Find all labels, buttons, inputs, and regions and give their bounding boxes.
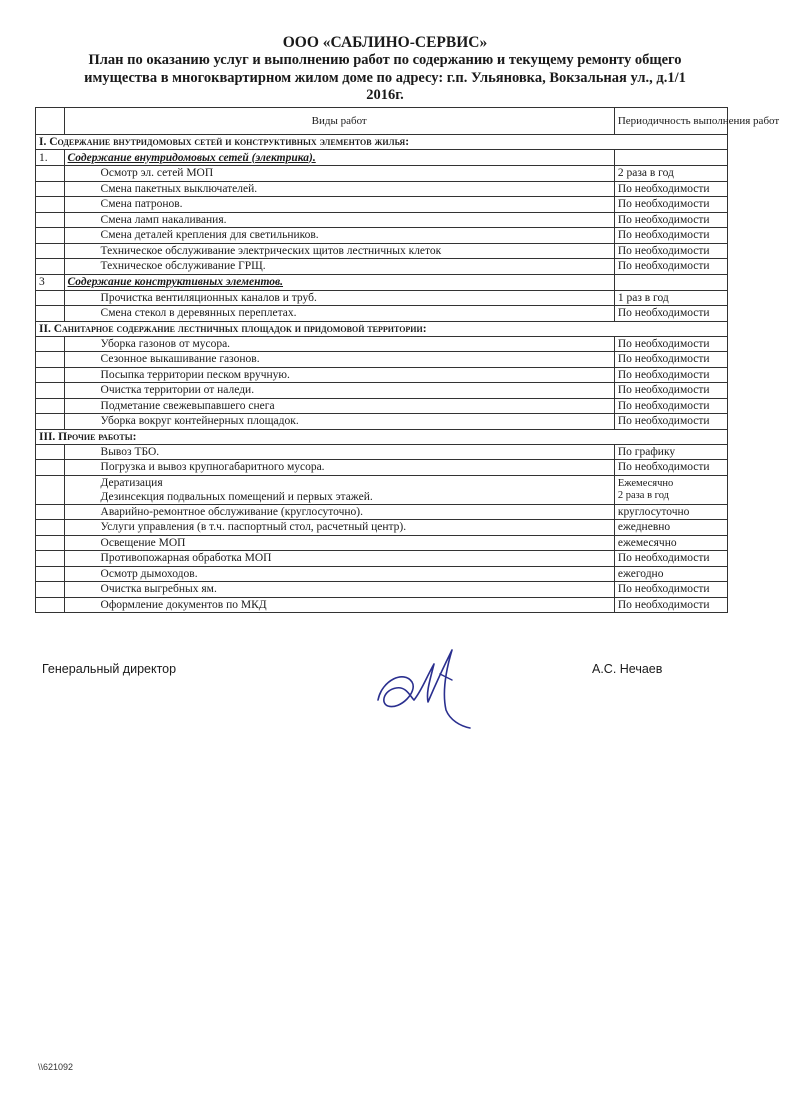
work-cell: Противопожарная обработка МОП [64, 551, 614, 567]
num-cell [36, 398, 65, 414]
subsection-title: Содержание внутридомовых сетей (электрика). [67, 151, 316, 164]
work-cell: Техническое обслуживание ГРЩ. [64, 259, 614, 275]
table-row [36, 367, 728, 383]
period-cell: По необходимости [614, 181, 727, 197]
work-cell: Очистка территории от наледи. [64, 383, 614, 399]
document-header [40, 34, 730, 105]
num-cell [36, 551, 65, 567]
work-cell: Погрузка и вывоз крупногабаритного мусора. [64, 460, 614, 476]
work-cell: Осмотр дымоходов. [64, 566, 614, 582]
num-cell [36, 414, 65, 430]
period-cell: По необходимости [614, 398, 727, 414]
num-cell [36, 582, 65, 598]
table-row [36, 566, 728, 582]
period-cell: По необходимости [614, 228, 727, 244]
period-line-twice-year: 2 раза в год [617, 489, 669, 501]
period-cell: 2 раза в год [614, 166, 727, 182]
subsection-title-cell [64, 274, 614, 290]
num-cell [36, 243, 65, 259]
period-cell: круглосуточно [614, 504, 727, 520]
table-row [36, 460, 728, 476]
period-cell: По необходимости [614, 336, 727, 352]
period-cell: По необходимости [614, 582, 727, 598]
document-title-line-3: 2016г. [366, 87, 404, 103]
table-row [36, 228, 728, 244]
empty-period-cell [614, 274, 727, 290]
table-row [36, 197, 728, 213]
work-cell: Оформление документов по МКД [64, 597, 614, 613]
subsection-title-cell [64, 150, 614, 166]
table-row [36, 352, 728, 368]
work-cell: Аварийно-ремонтное обслуживание (круглосуточно). [64, 504, 614, 520]
num-cell [36, 212, 65, 228]
work-cell: Очистка выгребных ям. [64, 582, 614, 598]
table-row [36, 597, 728, 613]
table-row [36, 166, 728, 182]
work-cell: Смена ламп накаливания. [64, 212, 614, 228]
subsection-title: Содержание конструктивных элементов. [67, 276, 284, 288]
table-row [36, 582, 728, 598]
work-cell: Смена пакетных выключателей. [64, 181, 614, 197]
table-row [36, 504, 728, 520]
num-cell [36, 535, 65, 551]
period-cell: По необходимости [614, 306, 727, 322]
period-line-monthly: Ежемесячно [617, 477, 674, 489]
organization-name: ООО «САБЛИНО-СЕРВИС» [282, 34, 488, 51]
work-cell: Вывоз ТБО. [64, 444, 614, 460]
num-cell [36, 520, 65, 536]
period-cell: По необходимости [614, 243, 727, 259]
table-row [36, 306, 728, 322]
num-cell [36, 383, 65, 399]
period-cell: По необходимости [614, 367, 727, 383]
table-row [36, 336, 728, 352]
table-row [36, 551, 728, 567]
table-row [36, 383, 728, 399]
num-cell [36, 290, 65, 306]
period-cell: ежедневно [614, 520, 727, 536]
subsection-3-row [36, 274, 728, 290]
table-row [36, 414, 728, 430]
period-cell: По необходимости [614, 460, 727, 476]
table-row [36, 259, 728, 275]
num-cell [36, 444, 65, 460]
document-title-line-1: План по оказанию услуг и выполнению работ по содержанию и текущему ремонту общего [88, 52, 682, 68]
table-row [36, 398, 728, 414]
num-cell [36, 228, 65, 244]
period-cell [614, 475, 727, 504]
work-cell: Освещение МОП [64, 535, 614, 551]
section-2-row [36, 321, 728, 336]
num-cell [36, 475, 65, 504]
num-cell [36, 460, 65, 476]
work-cell: Сезонное выкашивание газонов. [64, 352, 614, 368]
num-cell [36, 197, 65, 213]
subsection-number: 3 [36, 274, 65, 290]
period-cell: 1 раз в год [614, 290, 727, 306]
num-cell [36, 259, 65, 275]
period-cell: По необходимости [614, 551, 727, 567]
work-line-disinsection: Дезинсекция подвальных помещений и первых этажей. [100, 490, 373, 503]
work-cell: Уборка газонов от мусора. [64, 336, 614, 352]
num-cell [36, 566, 65, 582]
subsection-number: 1. [36, 150, 65, 166]
work-cell: Услуги управления (в т.ч. паспортный стол, расчетный центр). [64, 520, 614, 536]
table-row [36, 535, 728, 551]
section-3-row [36, 429, 728, 444]
period-cell: По необходимости [614, 383, 727, 399]
work-cell: Смена деталей крепления для светильников. [64, 228, 614, 244]
table-row [36, 520, 728, 536]
period-cell: По необходимости [614, 597, 727, 613]
document-title-line-2: имущества в многоквартирном жилом доме по адресу: г.п. Ульяновка, Вокзальная ул., д.1/1 [84, 69, 686, 86]
period-cell: По графику [614, 444, 727, 460]
section-2-title: II. Санитарное содержание лестничных площадок и придомовой территории: [36, 321, 728, 336]
empty-period-cell [614, 150, 727, 166]
header-works: Виды работ [64, 108, 614, 135]
num-cell [36, 597, 65, 613]
table-row [36, 444, 728, 460]
num-cell [36, 504, 65, 520]
num-cell [36, 367, 65, 383]
signature-mark [370, 640, 480, 732]
table-row [36, 475, 728, 504]
director-name: А.С. Нечаев [592, 662, 663, 676]
works-table [35, 107, 780, 613]
header-period: Периодичность выполнения работ [614, 108, 727, 135]
period-cell: ежегодно [614, 566, 727, 582]
section-3-title: III. Прочие работы: [36, 429, 728, 444]
work-cell: Уборка вокруг контейнерных площадок. [64, 414, 614, 430]
num-cell [36, 166, 65, 182]
work-cell: Осмотр эл. сетей МОП [64, 166, 614, 182]
period-cell: По необходимости [614, 414, 727, 430]
period-cell: ежемесячно [614, 535, 727, 551]
work-cell: Посыпка территории песком вручную. [64, 367, 614, 383]
subsection-1-row [36, 150, 728, 166]
period-cell: По необходимости [614, 352, 727, 368]
work-cell [64, 475, 614, 504]
table-row [36, 181, 728, 197]
table-header-row [36, 108, 728, 135]
table-row [36, 290, 728, 306]
table-row [36, 243, 728, 259]
section-1-title: I. Содержание внутридомовых сетей и конструктивных элементов жилья: [36, 135, 728, 150]
num-cell [36, 306, 65, 322]
director-label: Генеральный директор [42, 662, 177, 676]
work-cell: Прочистка вентиляционных каналов и труб. [64, 290, 614, 306]
period-cell: По необходимости [614, 197, 727, 213]
work-line-deratization: Дератизация [100, 476, 163, 489]
table-row [36, 212, 728, 228]
section-1-row [36, 135, 728, 150]
num-cell [36, 352, 65, 368]
work-cell: Подметание свежевыпавшего снега [64, 398, 614, 414]
header-num-cell [36, 108, 65, 135]
work-cell: Техническое обслуживание электрических щитов лестничных клеток [64, 243, 614, 259]
work-cell: Смена стекол в деревянных переплетах. [64, 306, 614, 322]
num-cell [36, 181, 65, 197]
period-cell: По необходимости [614, 212, 727, 228]
work-cell: Смена патронов. [64, 197, 614, 213]
stamp-number: \\621092 [38, 1062, 74, 1072]
num-cell [36, 336, 65, 352]
period-cell: По необходимости [614, 259, 727, 275]
